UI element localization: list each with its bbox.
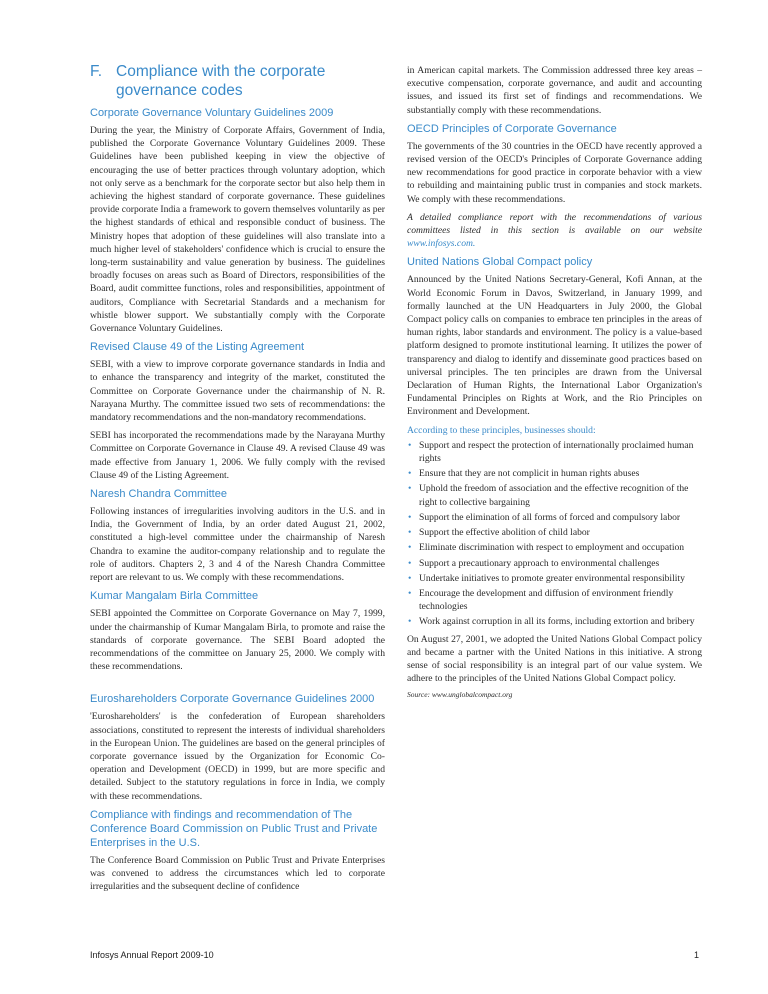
heading-voluntary-guidelines: Corporate Governance Voluntary Guidelines 2009 xyxy=(90,107,334,119)
left-column xyxy=(90,62,385,898)
page-number: 1 xyxy=(694,950,700,960)
paragraph: in American capital markets. The Commission addressed three key areas – executive compensation, corporate governance, and audit and accounting issues, and issued its first set of findings and recommendations. We substantially comply with these recommendations. xyxy=(407,65,702,116)
heading-kumar-mangalam-birla: Kumar Mangalam Birla Committee xyxy=(90,590,259,603)
list-item: • Ensure that they are not complicit in human rights abuses xyxy=(407,467,702,480)
paragraph: 'Euroshareholders' is the confederation of European shareholders associations, constituted to represent the interests of individual shareholders in the European Union. The guidelines are based on the general principles of corporate governance issued by the Organization for Economic Co-operation and Development (OECD) in 1999, but are more specific and detailed. Subject to the statutory regulations in force in India, we comply with these recommendations. xyxy=(90,711,385,802)
paragraph: SEBI has incorporated the recommendations made by the Narayana Murthy Committee on Corporate Governance in Clause 49. A revised Clause 49 was made effective from January 1, 2006. We fully comply with the revised Clause 49 of the Listing Agreement. xyxy=(90,430,385,481)
paragraph: SEBI appointed the Committee on Corporate Governance on May 7, 1999, under the chairmanship of Kumar Mangalam Birla, to promote and raise the standards of corporate governance. The SEBI Board adopted the recommendations of the committee on January 25, 2000. We comply with these recommendations. xyxy=(90,608,385,673)
paragraph: On August 27, 2001, we adopted the United Nations Global Compact policy and became a partner with the United Nations in this initiative. A strong sense of social responsibility is an integral part of our value system. We adhere to the principles of the United Nations Global Compact policy. xyxy=(407,633,702,685)
principles-list xyxy=(407,439,702,629)
list-item: • Support and respect the protection of internationally proclaimed human rights xyxy=(407,439,702,465)
principles-lead: According to these principles, businesses should: xyxy=(407,424,596,436)
list-item: • Support the effective abolition of child labor xyxy=(407,526,702,539)
list-item: • Undertake initiatives to promote greater environmental responsibility xyxy=(407,572,702,585)
paragraph: During the year, the Ministry of Corporate Affairs, Government of India, published the Corporate Governance Voluntary Guidelines 2009. These Guidelines have been published keeping in view the objective of encouraging the use of better practices through voluntary adoption, which not only serve as a benchmark for the corporate sector but also help them in achieving the highest standard of corporate governance. These guidelines provide corporate India a framework to govern themselves voluntarily as per the highest standards of ethical and responsible conduct of business. The Ministry hopes that adoption of these guidelines will also translate into a much higher level of stakeholders' confidence which is crucial to ensure the long-term sustainability and value generation by business. The guidelines broadly focuses on areas such as Board of Directors, responsibilities of the Board, audit committee functions, roles and responsibilities, appointment of auditors, Compliance with Secretarial Standards and a mechanism for whistle blower support. We substantially comply with the Corporate Governance Voluntary Guidelines. xyxy=(90,125,385,335)
paragraph: SEBI, with a view to improve corporate governance standards in India and to enhance the transparency and integrity of the market, constituted the Committee on Corporate Governance under the chairmanship of N. R. Narayana Murthy. The committee issued two sets of recommendations: the mandatory recommendations and the non-mandatory recommendations. xyxy=(90,359,385,424)
list-item: • Eliminate discrimination with respect to employment and occupation xyxy=(407,541,702,554)
heading-oecd: OECD Principles of Corporate Governance xyxy=(407,122,617,135)
footer-report-title: Infosys Annual Report 2009-10 xyxy=(90,950,214,960)
paragraph: Announced by the United Nations Secretary-General, Kofi Annan, at the World Economic Forum in Davos, Switzerland, in January 1999, and formally launched at the UN Headquarters in July 2000, the Global Compact policy calls on companies to embrace ten principles in the areas of human rights, labor standards and environment. The policy is a value-based platform designed to promote institutional learning. It utilizes the power of transparency and dialog to identify and disseminate good practices based on universal principles. The ten principles are drawn from the Universal Declaration of Human Rights, the International Labor Organization's Fundamental Principles on Rights at Work, and the Rio Principles on Environment and Development. xyxy=(407,274,702,418)
section-title-text: Compliance with the corporate governance codes xyxy=(116,63,326,99)
compliance-report-note xyxy=(407,211,702,251)
list-item: • Support the elimination of all forms of forced and compulsory labor xyxy=(407,511,702,524)
list-item: • Uphold the freedom of association and the effective recognition of the right to collective bargaining xyxy=(407,482,702,508)
right-column xyxy=(407,64,702,700)
spacer xyxy=(90,678,385,692)
note-text: A detailed compliance report with the recommendations of various committees listed in this section is available on our website xyxy=(407,211,702,237)
section-letter: F. xyxy=(90,63,103,80)
heading-euroshareholders: Euroshareholders Corporate Governance Guidelines 2000 xyxy=(90,693,375,706)
heading-conference-board: Compliance with findings and recommendation of The Conference Board Commission on Public Trust and Private Enterprises in the U.S. xyxy=(90,808,378,849)
paragraph: The Conference Board Commission on Public Trust and Private Enterprises was convened to address the circumstances which led to corporate irregularities and the subsequent decline of confidence xyxy=(90,854,385,893)
list-item: • Encourage the development and diffusion of environment friendly technologies xyxy=(407,587,702,613)
list-item: • Support a precautionary approach to environmental challenges xyxy=(407,557,702,570)
heading-un-global-compact: United Nations Global Compact policy xyxy=(407,256,593,269)
paragraph: The governments of the 30 countries in the OECD have recently approved a revised version of the OECD's Principles of Corporate Governance adding new recommendations for good practice in corporate behavior with a view to rebuilding and maintaining public trust in companies and stock markets. We comply with these recommendations. xyxy=(407,140,702,205)
source-note: Source: www.unglobalcompact.org xyxy=(407,690,513,700)
heading-clause-49: Revised Clause 49 of the Listing Agreement xyxy=(90,341,305,354)
heading-naresh-chandra: Naresh Chandra Committee xyxy=(90,488,227,501)
website-link[interactable]: www.infosys.com. xyxy=(407,238,476,250)
section-title xyxy=(90,62,385,100)
paragraph: Following instances of irregularities involving auditors in the U.S. and in India, the Government of India, by an order dated August 21, 2002, constituted a high-level committee under the chairmanship of Naresh Chandra to examine the auditor-company relationship and to regulate the role of auditors. Chapters 2, 3 and 4 of the Naresh Chandra Committee report are relevant to us. We comply with these recommendations. xyxy=(90,506,385,584)
list-item: • Work against corruption in all its forms, including extortion and bribery xyxy=(407,615,702,628)
